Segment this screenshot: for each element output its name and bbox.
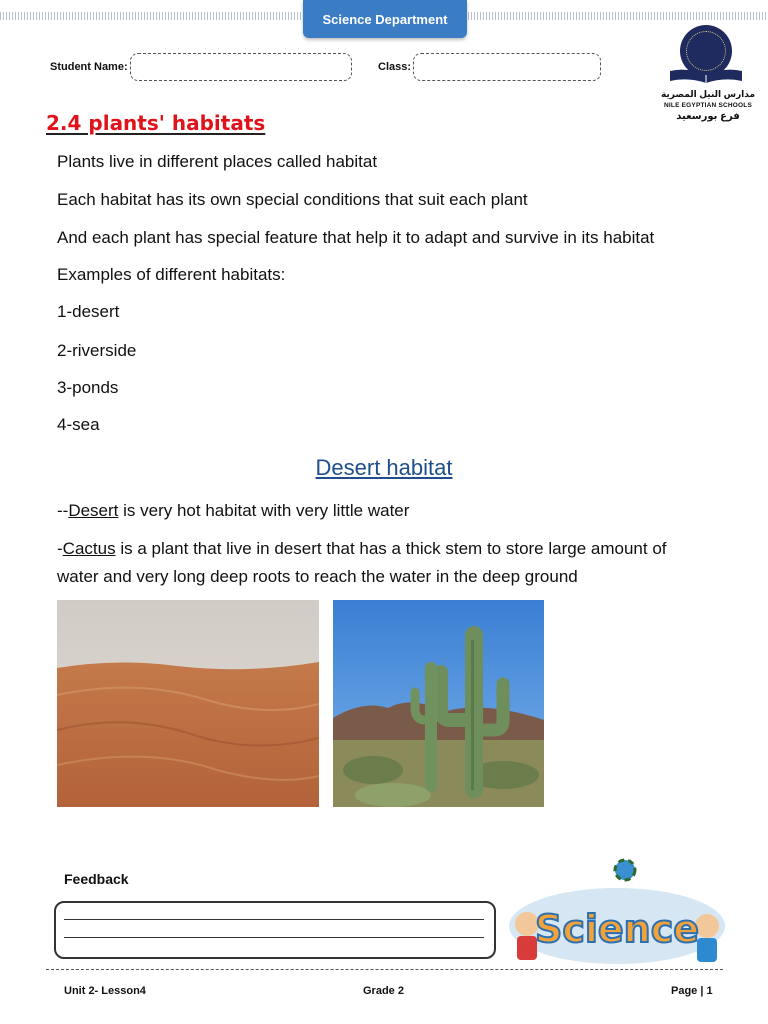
desert-definition bbox=[57, 500, 409, 522]
feedback-box[interactable] bbox=[54, 901, 496, 959]
science-art-text: Science bbox=[534, 907, 700, 951]
lesson-title: 2.4 plants' habitats bbox=[46, 111, 266, 135]
footer-page-number: Page | 1 bbox=[671, 985, 713, 997]
desert-term: Desert bbox=[68, 501, 119, 520]
footer-divider bbox=[46, 969, 723, 970]
logo-english-name: NILE EGYPTIAN SCHOOLS bbox=[664, 102, 752, 109]
desert-definition-text: is very hot habitat with very little water bbox=[118, 501, 410, 520]
department-tab: Science Department bbox=[303, 0, 467, 38]
cactus-description-text: is a plant that live in desert that has a thick stem to store large amount of bbox=[115, 539, 667, 558]
habitat-list-item: 1-desert bbox=[57, 302, 120, 321]
cactus-term: Cactus bbox=[62, 539, 116, 558]
habitat-list-item: 2-riverside bbox=[57, 341, 137, 360]
school-logo bbox=[660, 25, 756, 125]
habitat-list-item: 3-ponds bbox=[57, 378, 119, 397]
feedback-line bbox=[64, 919, 484, 920]
paragraph-1: Plants live in different places called habitat bbox=[57, 152, 378, 171]
desert-definition-prefix: -- bbox=[57, 501, 69, 520]
cactus-description-continued: water and very long deep roots to reach the water in the deep ground bbox=[57, 567, 578, 586]
cactus-description-prefix: - bbox=[57, 539, 63, 558]
class-label: Class: bbox=[378, 61, 412, 73]
paragraph-4: Examples of different habitats: bbox=[57, 265, 286, 284]
class-field[interactable] bbox=[413, 53, 601, 81]
student-name-label: Student Name: bbox=[50, 61, 128, 73]
feedback-line bbox=[64, 937, 484, 938]
footer-grade: Grade 2 bbox=[363, 985, 404, 997]
paragraph-2: Each habitat has its own special conditions that suit each plant bbox=[57, 190, 528, 209]
cactus-photo bbox=[333, 600, 544, 807]
cactus-description bbox=[57, 538, 667, 560]
science-decorative-art bbox=[505, 856, 729, 966]
feedback-label: Feedback bbox=[64, 871, 129, 887]
paragraph-3: And each plant has special feature that help it to adapt and survive in its habitat bbox=[57, 228, 655, 247]
footer-lesson: Unit 2- Lesson4 bbox=[64, 985, 146, 997]
desert-habitat-heading: Desert habitat bbox=[315, 455, 453, 480]
logo-branch: فرع بورسعيد bbox=[676, 111, 740, 122]
logo-arabic-name: مدارس النيل المصرية bbox=[660, 89, 756, 99]
desert-dunes-photo bbox=[57, 600, 319, 807]
open-book-icon bbox=[668, 69, 744, 83]
student-name-field[interactable] bbox=[130, 53, 352, 81]
habitat-list-item: 4-sea bbox=[57, 415, 100, 434]
